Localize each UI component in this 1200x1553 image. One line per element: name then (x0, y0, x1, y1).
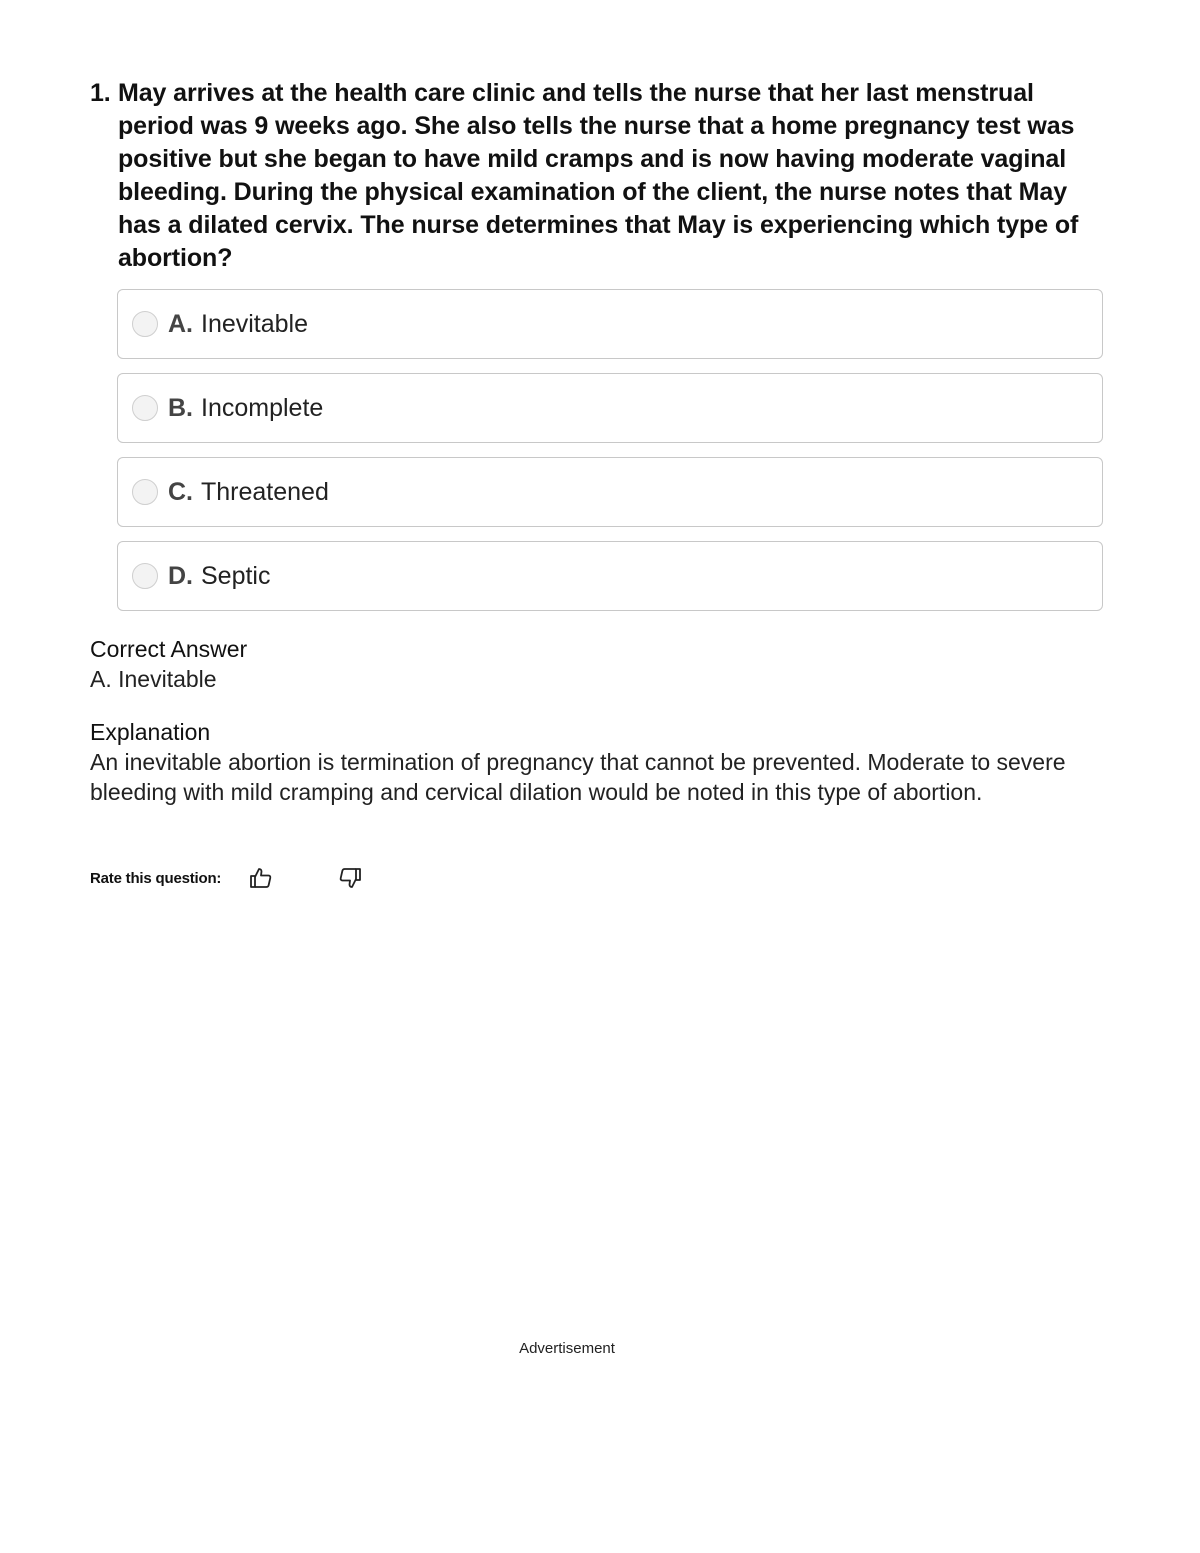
option-b[interactable] (117, 373, 1103, 443)
radio-b[interactable] (132, 395, 158, 421)
explanation-heading: Explanation (90, 719, 211, 745)
correct-answer-heading: Correct Answer (90, 636, 248, 662)
option-label: Inevitable (201, 309, 309, 338)
option-label: Septic (201, 561, 271, 590)
advertisement-label: Advertisement (519, 1340, 615, 1357)
thumbs-down-icon[interactable] (337, 865, 363, 891)
question-text (90, 77, 1100, 275)
explanation-text: An inevitable abortion is termination of pregnancy that cannot be prevented. Moderate to severe bleeding with mild cramping and cervical dilation would be noted in this type of abortion. (90, 749, 1066, 805)
radio-c[interactable] (132, 479, 158, 505)
rating-row (90, 865, 363, 891)
option-letter: D. (168, 561, 193, 590)
option-a[interactable] (117, 289, 1103, 359)
radio-a[interactable] (132, 311, 158, 337)
correct-answer-value: A. Inevitable (90, 666, 217, 692)
option-label: Threatened (201, 477, 329, 506)
radio-d[interactable] (132, 563, 158, 589)
question-block (90, 77, 1100, 275)
option-letter: A. (168, 309, 193, 338)
question-body: May arrives at the health care clinic and tells the nurse that her last menstrual period was 9 weeks ago. She also tells the nurse that a home pregnancy test was positive but she began to have mild cramps and is now having moderate vaginal bleeding. During the physical examination of the client, the nurse notes that May has a dilated cervix. The nurse determines that May is experiencing which type of abortion? (118, 79, 1079, 272)
correct-answer-section (90, 634, 1090, 694)
answer-options (117, 289, 1103, 625)
question-number: 1. (90, 79, 111, 107)
rate-label: Rate this question: (90, 869, 222, 887)
option-label: Incomplete (201, 393, 324, 422)
option-d[interactable] (117, 541, 1103, 611)
option-letter: B. (168, 393, 193, 422)
option-c[interactable] (117, 457, 1103, 527)
thumbs-up-icon[interactable] (248, 865, 274, 891)
option-letter: C. (168, 477, 193, 506)
explanation-section (90, 717, 1090, 807)
